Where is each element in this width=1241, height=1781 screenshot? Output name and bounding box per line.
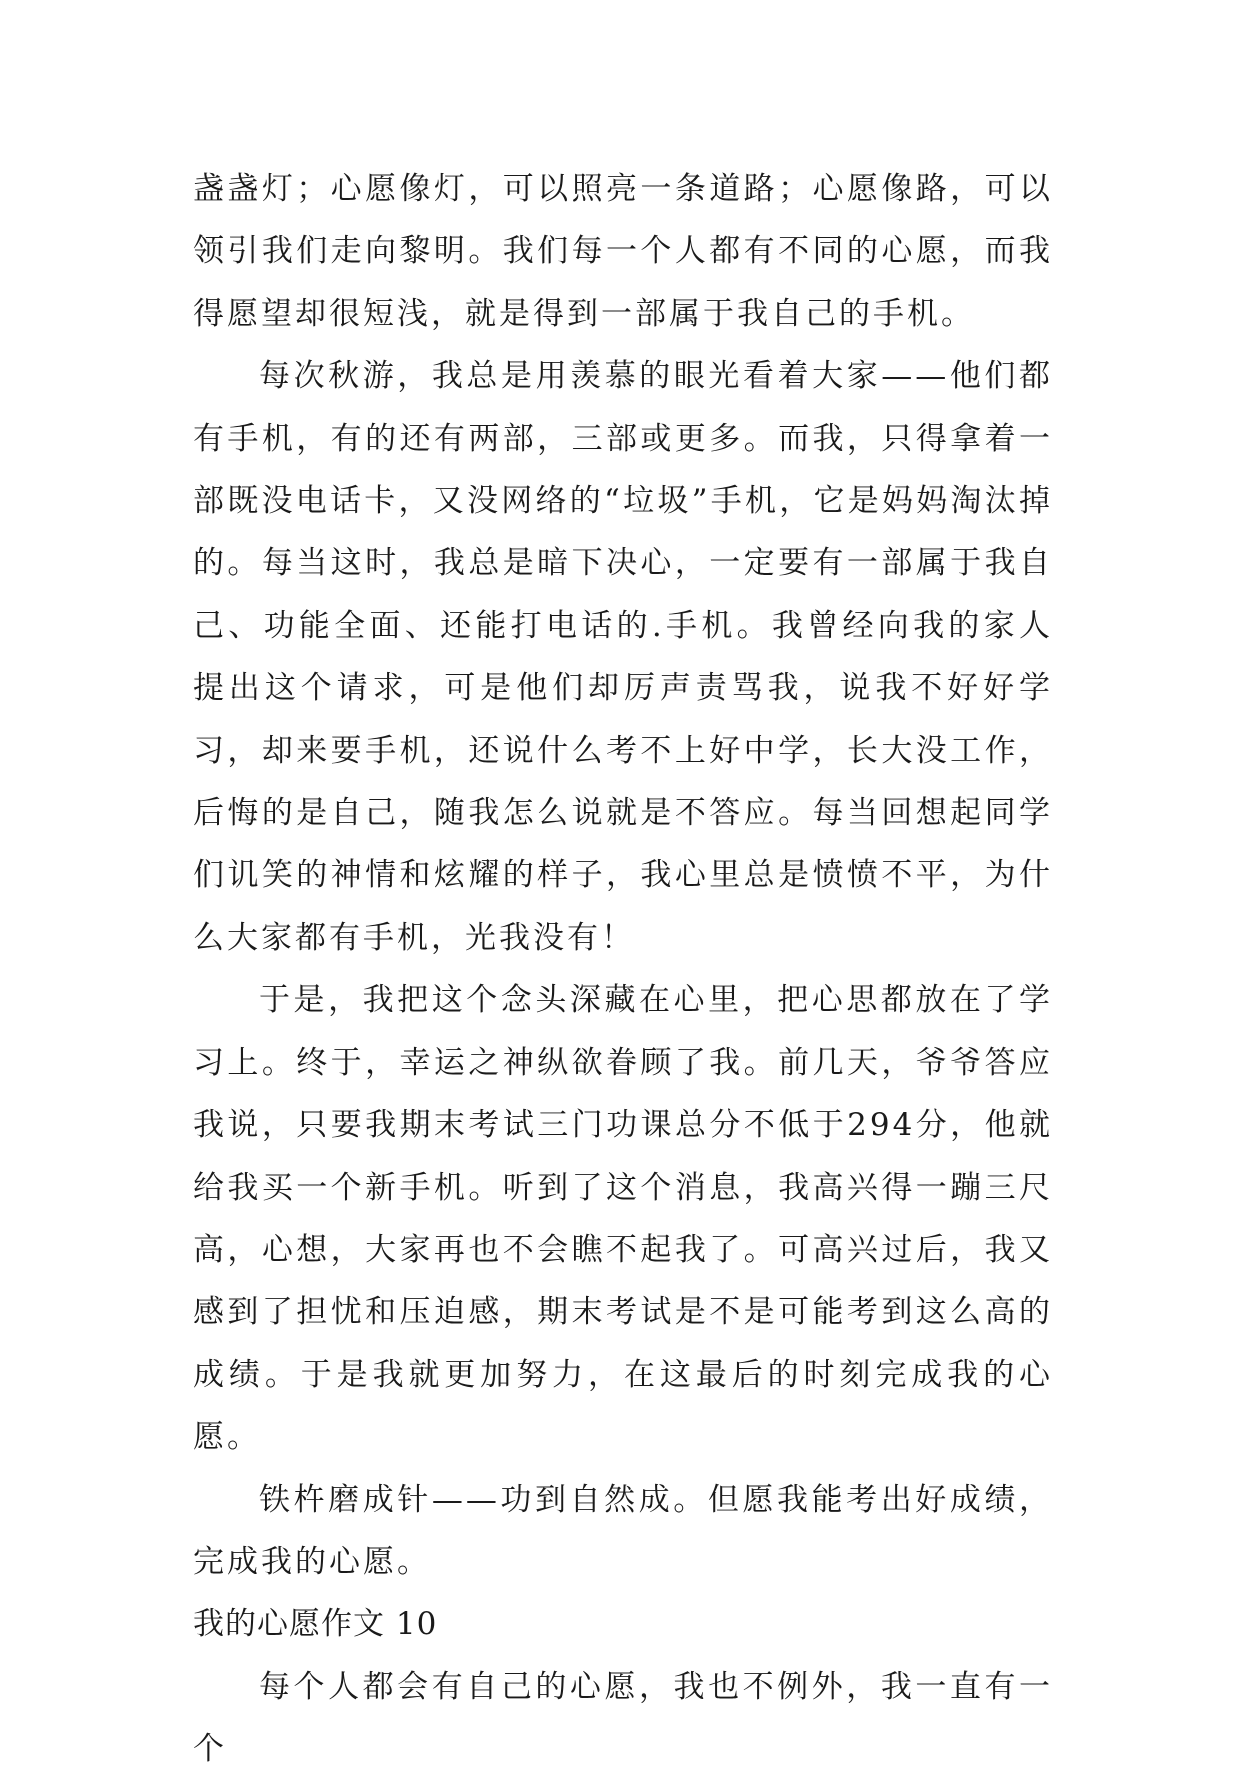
section-heading: 我的心愿作文 10 xyxy=(193,1606,438,1643)
paragraph-5: 每个人都会有自己的心愿，我也不例外，我一直有一个 xyxy=(193,1668,1053,1768)
paragraph-1: 盏盏灯；心愿像灯，可以照亮一条道路；心愿像路，可以领引我们走向黎明。我们每一个人都有不同的心愿，而我得愿望却很短浅，就是得到一部属于我自己的手机。 xyxy=(193,171,1053,332)
paragraph-4: 铁杵磨成针——功到自然成。但愿我能考出好成绩，完成我的心愿。 xyxy=(193,1481,1053,1580)
paragraph-3: 于是，我把这个念头深藏在心里，把心思都放在了学习上。终于，幸运之神纵欲眷顾了我。前几天，爷爷答应我说，只要我期末考试三门功课总分不低于294分，他就给我买一个新手机。听到了这个消息，我高兴得一蹦三尺高，心想，大家再也不会瞧不起我了。可高兴过后，我又感到了担忧和压迫感，期末考试是不是可能考到这么高的成绩。于是我就更加努力，在这最后的时刻完成我的心愿。 xyxy=(193,982,1053,1456)
paragraph-2: 每次秋游，我总是用羡慕的眼光看着大家——他们都有手机，有的还有两部，三部或更多。而我，只得拿着一部既没电话卡，又没网络的“垃圾”手机，它是妈妈淘汰掉的。每当这时，我总是暗下决心，一定要有一部属于我自己、功能全面、还能打电话的.手机。我曾经向我的家人提出这个请求，可是他们却厉声责骂我，说我不好好学习，却来要手机，还说什么考不上好中学，长大没工作，后悔的是自己，随我怎么说就是不答应。每当回想起同学们讥笑的神情和炫耀的样子，我心里总是愤愤不平，为什么大家都有手机，光我没有！ xyxy=(193,358,1053,956)
document-body xyxy=(193,158,1053,1781)
